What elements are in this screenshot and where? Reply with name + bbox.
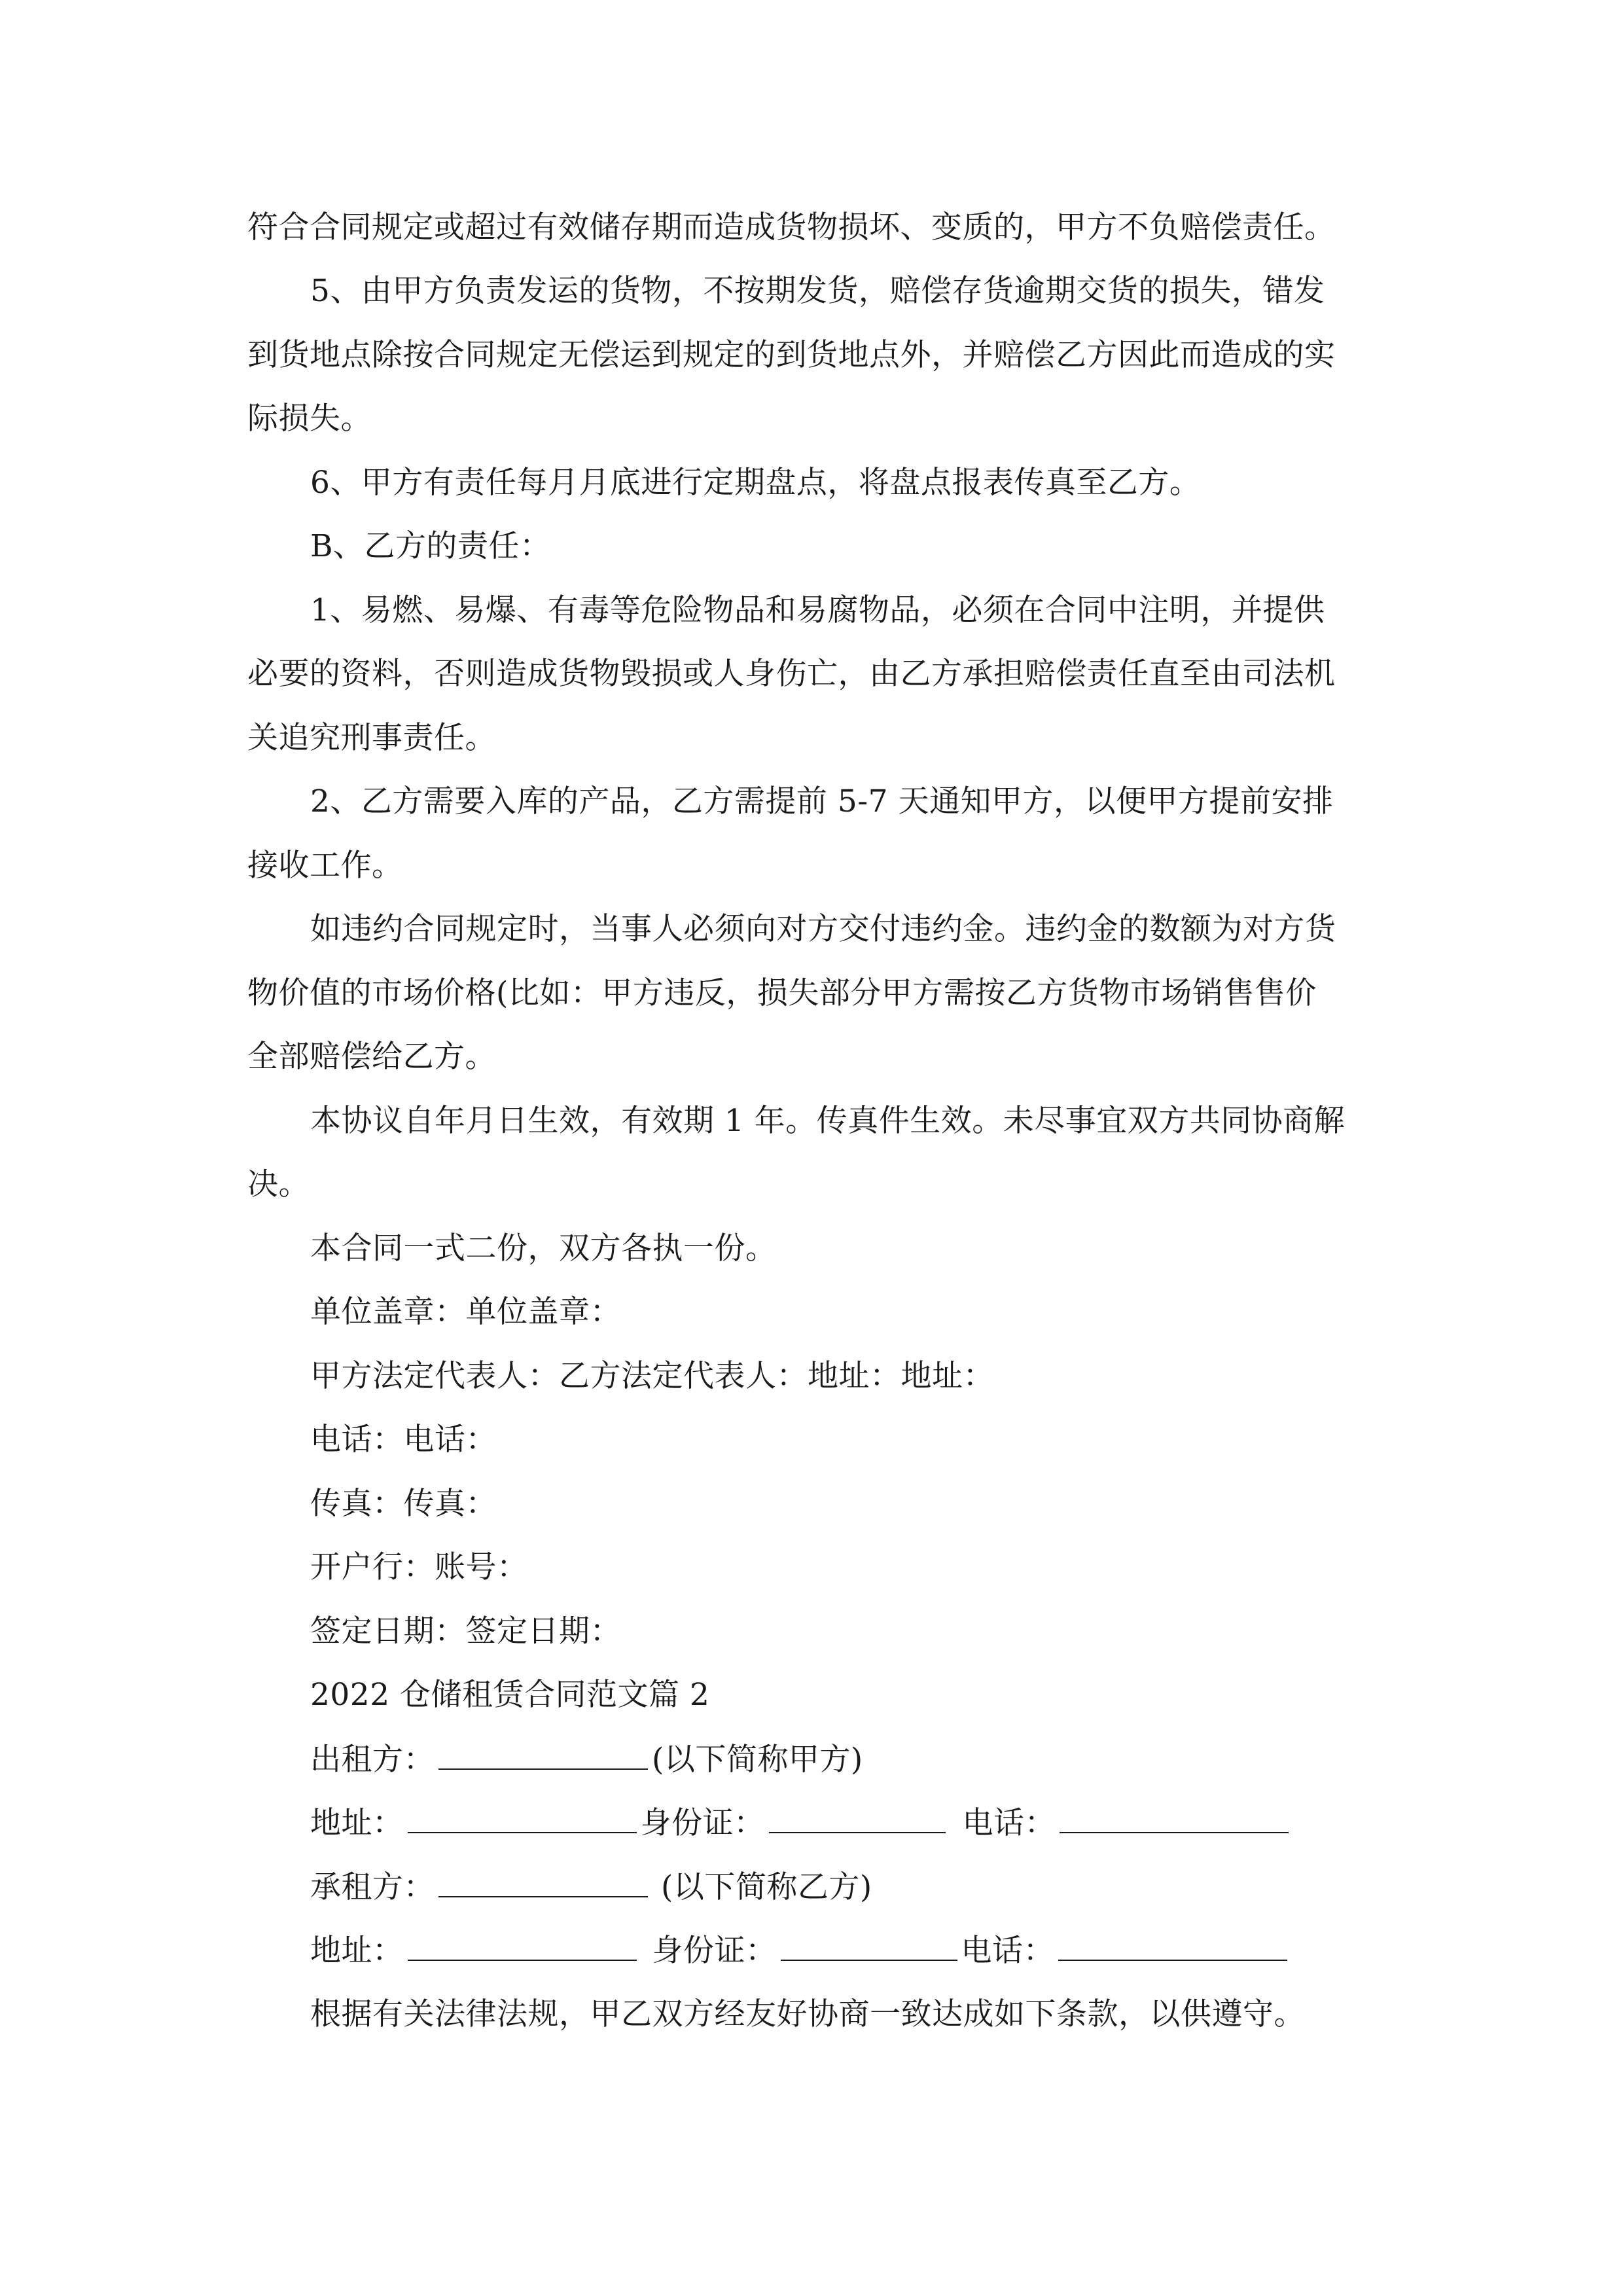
lessor-row <box>310 1740 863 1780</box>
lessor-phone-field[interactable] <box>1060 1803 1289 1833</box>
lessor-field[interactable] <box>438 1740 648 1770</box>
lessee-phone-field[interactable] <box>1058 1931 1287 1961</box>
paragraph-line: 际损失。 <box>247 401 372 437</box>
signature-line: 甲方法定代表人：乙方法定代表人：地址：地址： <box>310 1358 994 1394</box>
paragraph-line: 接收工作。 <box>247 848 403 884</box>
paragraph-line: 全部赔偿给乙方。 <box>247 1039 496 1075</box>
id-label: 身份证： <box>652 1933 777 1969</box>
lessee-address-field[interactable] <box>408 1931 637 1961</box>
paragraph-line: 到货地点除按合同规定无偿运到规定的到货地点外，并赔偿乙方因此而造成的实 <box>247 337 1336 373</box>
paragraph-line: 关追究刑事责任。 <box>247 720 496 756</box>
paragraph-line: 1、易燃、易爆、有毒等危险物品和易腐物品，必须在合同中注明，并提供 <box>310 592 1325 628</box>
signature-line: 开户行：账号： <box>310 1549 528 1585</box>
signature-line: 签定日期：签定日期： <box>310 1613 621 1649</box>
address-label: 地址： <box>310 1805 404 1841</box>
phone-label: 电话： <box>961 1933 1054 1969</box>
lessor-suffix: (以下简称甲方) <box>652 1742 863 1778</box>
paragraph-line: 6、甲方有责任每月月底进行定期盘点，将盘点报表传真至乙方。 <box>310 465 1201 501</box>
paragraph-line: 5、由甲方负责发运的货物，不按期发货，赔偿存货逾期交货的损失，错发 <box>310 273 1325 309</box>
section-heading: B、乙方的责任： <box>310 528 551 564</box>
paragraph-line: 必要的资料，否则造成货物毁损或人身伤亡，由乙方承担赔偿责任直至由司法机 <box>247 656 1336 692</box>
section-title: 2022 仓储租赁合同范文篇 2 <box>310 1677 710 1713</box>
paragraph-line: 物价值的市场价格(比如：甲方违反，损失部分甲方需按乙方货物市场销售售价 <box>247 975 1317 1011</box>
signature-line: 单位盖章：单位盖章： <box>310 1294 621 1330</box>
lessee-row <box>310 1867 872 1907</box>
paragraph-line: 符合合同规定或超过有效储存期而造成货物损坏、变质的，甲方不负赔偿责任。 <box>247 209 1336 245</box>
paragraph-line: 决。 <box>247 1166 310 1202</box>
lessee-field[interactable] <box>438 1867 648 1897</box>
lessor-contact-row <box>310 1803 1293 1843</box>
lessee-id-field[interactable] <box>781 1931 957 1961</box>
lessor-address-field[interactable] <box>408 1803 637 1833</box>
paragraph-line: 如违约合同规定时，当事人必须向对方交付违约金。违约金的数额为对方货 <box>310 911 1336 947</box>
paragraph-line: 本合同一式二份，双方各执一份。 <box>310 1230 777 1266</box>
signature-line: 电话：电话： <box>310 1422 497 1458</box>
phone-label: 电话： <box>962 1805 1056 1841</box>
id-label: 身份证： <box>640 1805 765 1841</box>
paragraph-line: 2、乙方需要入库的产品，乙方需提前 5-7 天通知甲方，以便甲方提前安排 <box>310 783 1334 819</box>
lessor-id-field[interactable] <box>769 1803 946 1833</box>
lessee-label: 承租方： <box>310 1869 435 1905</box>
closing-paragraph: 根据有关法律法规，甲乙双方经友好协商一致达成如下条款，以供遵守。 <box>310 1996 1305 2032</box>
address-label: 地址： <box>310 1933 404 1969</box>
lessee-suffix: (以下简称乙方) <box>661 1869 872 1905</box>
lessor-label: 出租方： <box>310 1742 435 1778</box>
paragraph-line: 本协议自年月日生效，有效期 1 年。传真件生效。未尽事宜双方共同协商解 <box>310 1103 1346 1139</box>
lessee-contact-row <box>310 1931 1291 1971</box>
signature-line: 传真：传真： <box>310 1486 497 1522</box>
